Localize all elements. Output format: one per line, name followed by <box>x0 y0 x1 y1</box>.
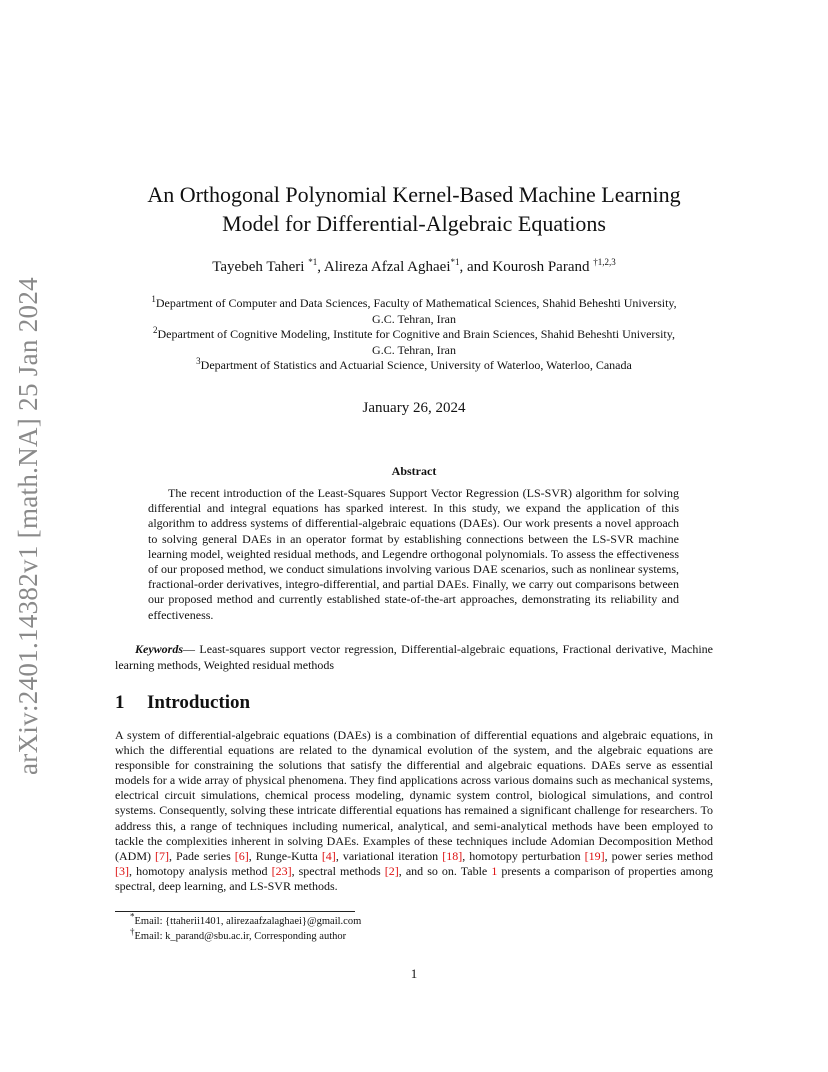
citation-link[interactable]: [2] <box>384 863 399 878</box>
footnote-text: Email: k_parand@sbu.ac.ir, Corresponding author <box>134 931 347 942</box>
section-number: 1 <box>115 692 125 713</box>
title-line-2: Model for Differential-Algebraic Equations <box>222 211 606 236</box>
intro-text: presents a comparison of properties among spectral, deep learning, and LS-SVR methods. <box>115 863 713 893</box>
author-list <box>100 259 728 276</box>
footnote-marker: * <box>130 911 135 922</box>
affiliation-location: G.C. Tehran, Iran <box>372 311 456 326</box>
affiliation-text: Department of Cognitive Modeling, Institute for Cognitive and Brain Sciences, Shahid Beheshti University, <box>157 327 675 341</box>
intro-text: , homotopy analysis method <box>129 863 272 878</box>
citation-link[interactable]: [7] <box>155 848 170 863</box>
footnote-1 <box>130 911 362 929</box>
intro-text: , and so on. Table <box>398 863 492 878</box>
intro-text: , spectral methods <box>291 863 385 878</box>
introduction-paragraph <box>115 728 713 894</box>
footnote-text: Email: {ttaherii1401, alirezaafzalaghaei}@gmail.com <box>134 916 362 927</box>
author-separator: , <box>317 259 324 275</box>
affiliation-marker: 3 <box>196 356 201 366</box>
intro-text: , variational iteration <box>335 848 443 863</box>
keywords-text: Least-squares support vector regression, Differential-algebraic equations, Fractional derivative, Machine learning methods, Weighted residual methods <box>115 642 714 672</box>
affiliation-marker: 1 <box>151 294 156 304</box>
citation-link[interactable]: [19] <box>584 848 605 863</box>
citation-link[interactable]: [6] <box>234 848 249 863</box>
intro-text: , Runge-Kutta <box>248 848 322 863</box>
section-title: Introduction <box>147 692 251 713</box>
abstract-heading: Abstract <box>391 464 437 478</box>
author-name-2: Alireza Afzal Aghaei <box>323 259 451 275</box>
intro-text: A system of differential-algebraic equations (DAEs) is a combination of differential equations and algebraic equations, in which the differential equations are related to the dynamical evolution of the system, and the algebraic equations are responsible for constraining the solutions that satisfy the differential and algebraic equations. DAEs serve as essential models for a wide array of physical phenomena. They find applications across various domains such as mechanical systems, electrical circuit simulations, chemical process modeling, dynamic system control, biological simulations, and control systems. Consequently, solving these intricate differential equations has remained a significant challenge for researchers. To address this, a range of techniques including numerical, analytical, and semi-analytical methods have been employed to tackle the complexities inherent in solving DAEs. Examples of these techniques include Adomian Decomposition Method (ADM) <box>115 728 713 863</box>
footnote-divider <box>115 911 355 912</box>
author-separator: , and <box>459 259 493 275</box>
author-marker-1: *1 <box>308 257 318 267</box>
affiliation-marker: 2 <box>153 325 158 335</box>
keywords-label: Keywords <box>135 642 183 656</box>
citation-link[interactable]: [3] <box>115 863 129 878</box>
affiliation-3 <box>100 358 728 374</box>
page-number: 1 <box>410 966 418 981</box>
author-name-1: Tayebeh Taheri <box>212 259 309 275</box>
intro-text: , homotopy perturbation <box>462 848 585 863</box>
abstract-body: The recent introduction of the Least-Squares Support Vector Regression (LS-SVR) algorithm for solving differential and integral equations has sparked interest. In this study, we expand the application of this algorithm to address systems of differential-algebraic equations (DAEs). Our work presents a novel approach to solving general DAEs in an operator format by establishing connections between the LS-SVR machine learning model, weighted residual methods, and Legendre orthogonal polynomials. To assess the effectiveness of our proposed method, we conduct simulations involving various DAE scenarios, such as nonlinear systems, fractional-order derivatives, integro-differential, and partial DAEs. Finally, we carry out comparisons between our proposed method and currently established state-of-the-art approaches, demonstrating its reliability and effectiveness. <box>148 486 679 622</box>
intro-text: , power series method <box>604 848 713 863</box>
affiliations <box>100 296 728 374</box>
author-name-3: Kourosh Parand <box>492 259 594 275</box>
table-reference-link[interactable]: 1 <box>491 863 498 878</box>
affiliation-text: Department of Statistics and Actuarial Science, University of Waterloo, Waterloo, Canada <box>200 358 632 372</box>
affiliation-2 <box>100 327 728 358</box>
affiliation-1 <box>100 296 728 327</box>
author-marker-2: *1 <box>450 257 460 267</box>
arxiv-watermark[interactable]: arXiv:2401.14382v1 [math.NA] 25 Jan 2024 <box>13 277 43 775</box>
footnotes <box>130 911 362 944</box>
citation-link[interactable]: [23] <box>271 863 292 878</box>
author-marker-3: †1,2,3 <box>593 257 616 267</box>
affiliation-location: G.C. Tehran, Iran <box>372 342 456 357</box>
affiliation-text: Department of Computer and Data Sciences, Faculty of Mathematical Sciences, Shahid Beheshti University, <box>155 296 677 310</box>
citation-link[interactable]: [18] <box>442 848 463 863</box>
keywords-dash: — <box>183 642 200 656</box>
keywords <box>115 642 713 673</box>
citation-link[interactable]: [4] <box>321 848 336 863</box>
footnote-2 <box>130 926 361 944</box>
title-line-1: An Orthogonal Polynomial Kernel-Based Machine Learning <box>147 182 681 207</box>
footnote-marker: † <box>130 926 135 937</box>
intro-text: , Pade series <box>169 848 235 863</box>
section-heading <box>115 692 250 714</box>
paper-title <box>100 180 728 238</box>
publication-date: January 26, 2024 <box>362 400 466 416</box>
